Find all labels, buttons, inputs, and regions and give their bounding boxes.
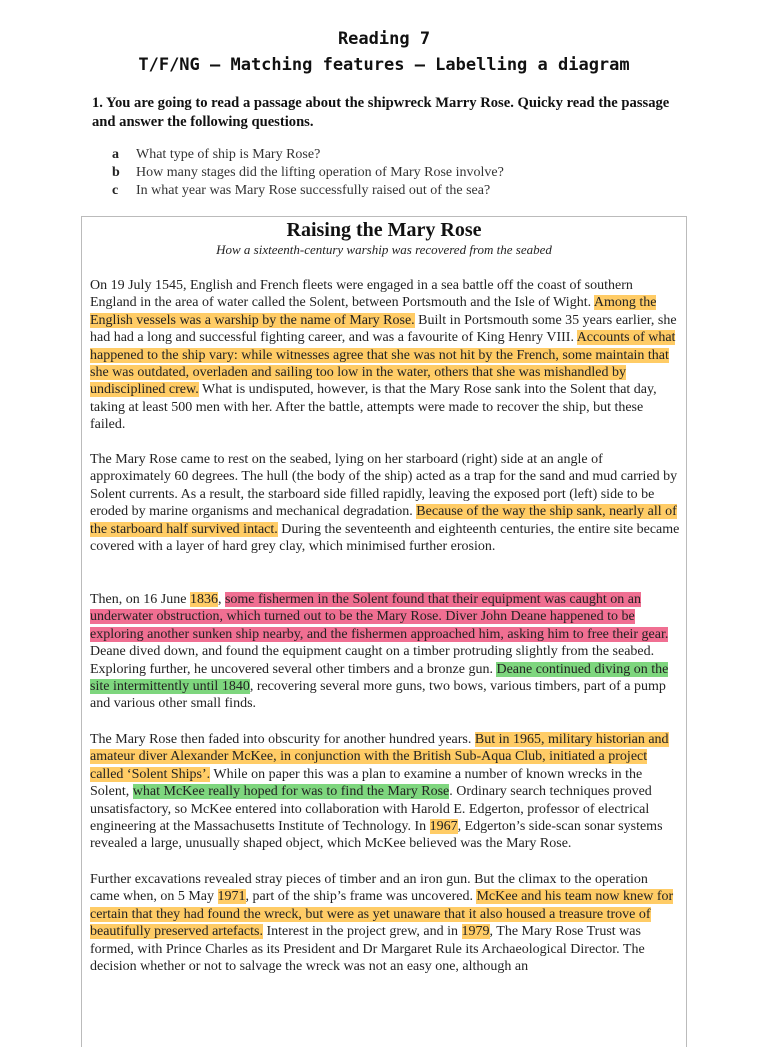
text-run: , Edgerton’s side-scan sonar systems revealed a large, unusually shaped object, which McKee believed was the Mary Rose. (90, 819, 663, 852)
text-run: Deane dived down, and found the equipment caught on a timber protruding slightly from the seabed. Exploring further, he uncovered several other timbers and a bronze gun. (90, 644, 655, 677)
highlight-yellow: 1971 (217, 889, 246, 905)
question-item (112, 146, 682, 164)
passage-paragraph-5 (90, 871, 680, 975)
text-run: The Mary Rose then faded into obscurity for another hundred years. (90, 732, 475, 747)
question-list (112, 146, 682, 200)
question-text: How many stages did the lifting operation of Mary Rose involve? (136, 165, 504, 180)
question-item (112, 164, 682, 182)
text-run: . Ordinary search techniques proved unsatisfactory, so McKee entered into collaboration with Harold E. Edgerton, professor of electrical engineering at the Massachusetts Institute of Technology. In (90, 784, 652, 835)
text-run: Then, on 16 June (90, 592, 190, 607)
text-run: , part of the ship’s frame was uncovered. (245, 889, 477, 905)
question-text: In what year was Mary Rose successfully raised out of the sea? (136, 183, 491, 198)
text-run: , (217, 592, 225, 607)
passage-paragraph-2 (90, 451, 680, 555)
page-title: Reading 7 (337, 29, 431, 49)
passage-title: Raising the Mary Rose (286, 219, 482, 241)
highlight-green: Deane continued diving on the site intermittently until 1840 (90, 661, 669, 695)
text-run: , recovering several more guns, two bows, various timbers, part of a pump and various other small finds. (90, 679, 666, 712)
highlight-yellow: McKee and his team now knew for certain that they had found the wreck, but were as yet unaware that it also housed a treasure trove of beautifully preserved artefacts. (90, 889, 674, 940)
highlight-green: what McKee really hoped for was to find the Mary Rose (132, 784, 450, 800)
highlight-yellow: 1836 (189, 592, 218, 607)
text-run: During the seventeenth and eighteenth centuries, the entire site became covered with a layer of hard grey clay, which minimised further erosion. (90, 521, 680, 555)
question-item (112, 182, 682, 200)
text-run: Built in Portsmouth some 35 years earlier, she had had a long and successful fighting career, and was a favourite of King Henry VIII. (90, 312, 677, 346)
text-run: What is undisputed, however, is that the Mary Rose sank into the Solent that day, taking at least 500 men with her. After the battle, attempts were made to recover the ship, but these failed. (90, 382, 657, 433)
highlight-pink: some fishermen in the Solent found that their equipment was caught on an underwater obstruction, which turned out to be the Mary Rose. Diver John Deane happened to be exploring another sunken ship nearby, and the fishermen approached him, asking him to free their gear. (90, 592, 669, 642)
passage-paragraph-3 (90, 591, 680, 713)
question-text: What type of ship is Mary Rose? (136, 147, 321, 162)
text-run: Further excavations revealed stray pieces of timber and an iron gun. But the climax to the operation came when, on 5 May (90, 872, 648, 905)
text-run: , The Mary Rose Trust was formed, with Prince Charles as its President and Dr Margaret Rule its Archaeological Director. The decision whether or not to salvage the wreck was not an easy one, although an (90, 924, 645, 975)
text-run: While on paper this was a plan to examine a number of known wrecks in the Solent, (90, 766, 643, 800)
passage-paragraph-4 (90, 731, 680, 853)
passage-paragraph-1 (90, 277, 680, 434)
text-run: On 19 July 1545, English and French fleets were engaged in a sea battle off the coast of southern England in the area of water called the Solent, between Portsmouth and the Isle of Wight. (90, 278, 633, 311)
question-letter: b (112, 165, 120, 180)
question-letter: a (112, 147, 119, 162)
passage-subtitle: How a sixteenth-century warship was recovered from the seabed (216, 242, 552, 257)
page-subtitle: T/F/NG – Matching features – Labelling a diagram (138, 55, 630, 75)
highlight-yellow: But in 1965, military historian and amateur diver Alexander McKee, in conjunction with the British Sub-Aqua Club, initiated a project called ‘Solent Ships’. (90, 732, 669, 782)
task-instruction: 1. You are going to read a passage about the shipwreck Marry Rose. Quicky read the passage and answer the following questions. (92, 95, 670, 130)
highlight-yellow: 1967 (429, 819, 458, 835)
highlight-yellow: 1979 (461, 924, 490, 940)
highlight-yellow: Because of the way the ship sank, nearly all of the starboard half survived intact. (90, 504, 677, 537)
highlight-yellow: Accounts of what happened to the ship vary: while witnesses agree that she was not hit by the French, some maintain that she was outdated, overladen and sailing too low in the water, others that she was mishandled by undisciplined crew. (90, 330, 676, 398)
text-run: The Mary Rose came to rest on the seabed, lying on her starboard (right) side at an angle of approximately 60 degrees. The hull (the body of the ship) acted as a trap for the sand and mud carried by Solent currents. As a result, the starboard side filled rapidly, leaving the exposed port (left) side to be eroded by marine organisms and mechanical degradation. (90, 452, 678, 520)
question-letter: c (112, 183, 119, 198)
highlight-yellow: Among the English vessels was a warship by the name of Mary Rose. (90, 295, 657, 328)
text-run: Interest in the project grew, and in (262, 924, 462, 940)
